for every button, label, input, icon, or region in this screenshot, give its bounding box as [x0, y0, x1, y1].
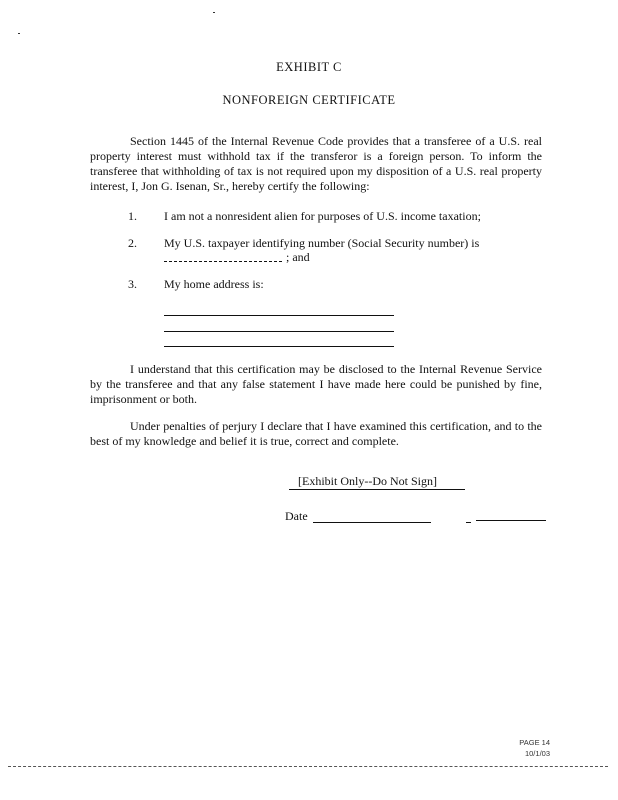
footer-date: 10/1/03 [524, 749, 550, 758]
understanding-paragraph [90, 362, 542, 407]
intro-paragraph [90, 134, 542, 194]
address-line-3 [164, 346, 394, 347]
understanding-paragraph-text: I understand that this certification may be disclosed to the Internal Revenue Service by the transferee and that any false statement I have made here could be punished by fine, imprisonment or both. [90, 362, 542, 406]
item-1-number: 1. [128, 209, 137, 223]
item-2-number: 2. [128, 236, 137, 250]
scan-speck [213, 12, 215, 13]
item-3-text: My home address is: [164, 277, 264, 291]
intro-paragraph-text: Section 1445 of the Internal Revenue Code provides that a transferee of a U.S. real property interest must withhold tax if the transferor is a foreign person. To inform the transferee that withholding of tax is not required upon my disposition of a U.S. real property interest, I, Jon G. Isenan, Sr., hereby certify the following: [90, 134, 542, 193]
date-label: Date [285, 509, 308, 523]
item-3-number: 3. [128, 277, 137, 291]
certificate-title: NONFOREIGN CERTIFICATE [222, 93, 396, 107]
item-2-text: My U.S. taxpayer identifying number (Social Security number) is [164, 236, 480, 250]
ssn-blank-line [164, 261, 282, 262]
signature-line [289, 489, 465, 490]
address-line-2 [164, 331, 394, 332]
address-line-1 [164, 315, 394, 316]
date-line-right [476, 520, 546, 521]
signature-placeholder: [Exhibit Only--Do Not Sign] [298, 474, 437, 488]
penalty-paragraph-text: Under penalties of perjury I declare that I have examined this certification, and to the best of my knowledge and belief it is true, correct and complete. [90, 419, 542, 448]
penalty-paragraph [90, 419, 542, 449]
exhibit-title: EXHIBIT C [276, 60, 342, 74]
bottom-fax-rule [8, 766, 608, 767]
date-line [313, 522, 431, 523]
footer-page-number: PAGE 14 [519, 738, 550, 747]
item-2-continuation: ; and [286, 250, 310, 264]
date-dash [466, 522, 471, 523]
item-1-text: I am not a nonresident alien for purposes of U.S. income taxation; [164, 209, 481, 223]
scan-speck [18, 33, 20, 34]
